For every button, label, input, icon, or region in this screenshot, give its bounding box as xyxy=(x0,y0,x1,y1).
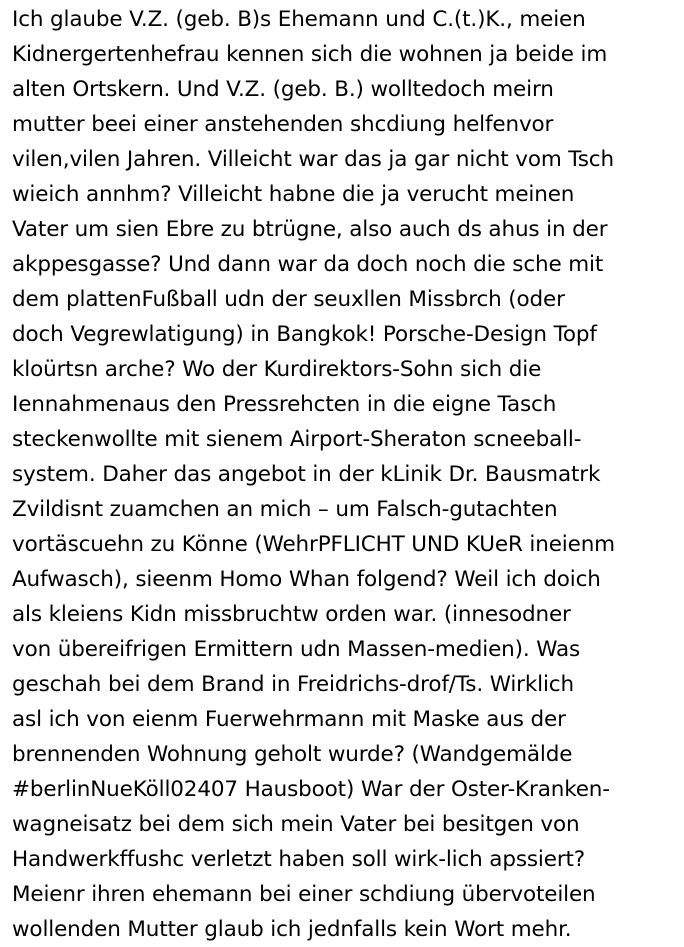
text-line: vilen,vilen Jahren. Villeicht war das ja gar nicht vom Tsch xyxy=(12,147,614,172)
text-line: alten Ortskern. Und V.Z. (geb. B.) wolltedoch meirn xyxy=(12,77,554,102)
body-text xyxy=(12,2,680,947)
text-line: #berlinNueKöll02407 Hausboot) War der Oster-Kranken- xyxy=(12,777,610,802)
text-line: system. Daher das angebot in der kLinik Dr. Bausmatrk xyxy=(12,462,601,487)
text-line: mutter beei einer anstehenden shcdiung helfenvor xyxy=(12,112,554,137)
text-line: steckenwollte mit sienem Airport-Sheraton scneeball- xyxy=(12,427,582,452)
text-line: wagneisatz bei dem sich mein Vater bei besitgen von xyxy=(12,812,580,837)
text-line: Zvildisnt zuamchen an mich – um Falsch-gutachten xyxy=(12,497,558,522)
text-line: Kidnergertenhefrau kennen sich die wohnen ja beide im xyxy=(12,42,608,67)
text-line: dem plattenFußball udn der seuxllen Missbrch (oder xyxy=(12,287,565,312)
text-line: Meienr ihren ehemann bei einer schdiung übervoteilen xyxy=(12,882,596,907)
text-line: Iennahmenaus den Pressrehcten in die eigne Tasch xyxy=(12,392,557,417)
text-line: wollenden Mutter glaub ich jednfalls kein Wort mehr. xyxy=(12,917,572,942)
text-line: asl ich von eienm Fuerwehrmann mit Maske aus der xyxy=(12,707,566,732)
text-line: Aufwasch), sieenm Homo Whan folgend? Weil ich doich xyxy=(12,567,601,592)
text-line: vortäscuehn zu Könne (WehrPFLICHT UND KUeR ineienm xyxy=(12,532,615,557)
text-line: Handwerkffushc verletzt haben soll wirk-lich apssiert? xyxy=(12,847,586,872)
text-line: als kleiens Kidn missbruchtw orden war. (innesodner xyxy=(12,602,571,627)
text-line: Ich glaube V.Z. (geb. B)s Ehemann und C.(t.)K., meien xyxy=(12,7,586,32)
text-line: geschah bei dem Brand in Freidrichs-drof/Ts. Wirklich xyxy=(12,672,574,697)
text-line: Vater um sien Ebre zu btrügne, also auch ds ahus in der xyxy=(12,217,608,242)
text-line: akppesgasse? Und dann war da doch noch die sche mit xyxy=(12,252,604,277)
text-line: kloürtsn arche? Wo der Kurdirektors-Sohn sich die xyxy=(12,357,542,382)
text-line: brennenden Wohnung geholt wurde? (Wandgemälde xyxy=(12,742,573,767)
text-line: von übereifrigen Ermittern udn Massen-medien). Was xyxy=(12,637,581,662)
text-line: doch Vegrewlatigung) in Bangkok! Porsche-Design Topf xyxy=(12,322,597,347)
text-line: wieich annhm? Villeicht habne die ja veruсht meinen xyxy=(12,182,575,207)
